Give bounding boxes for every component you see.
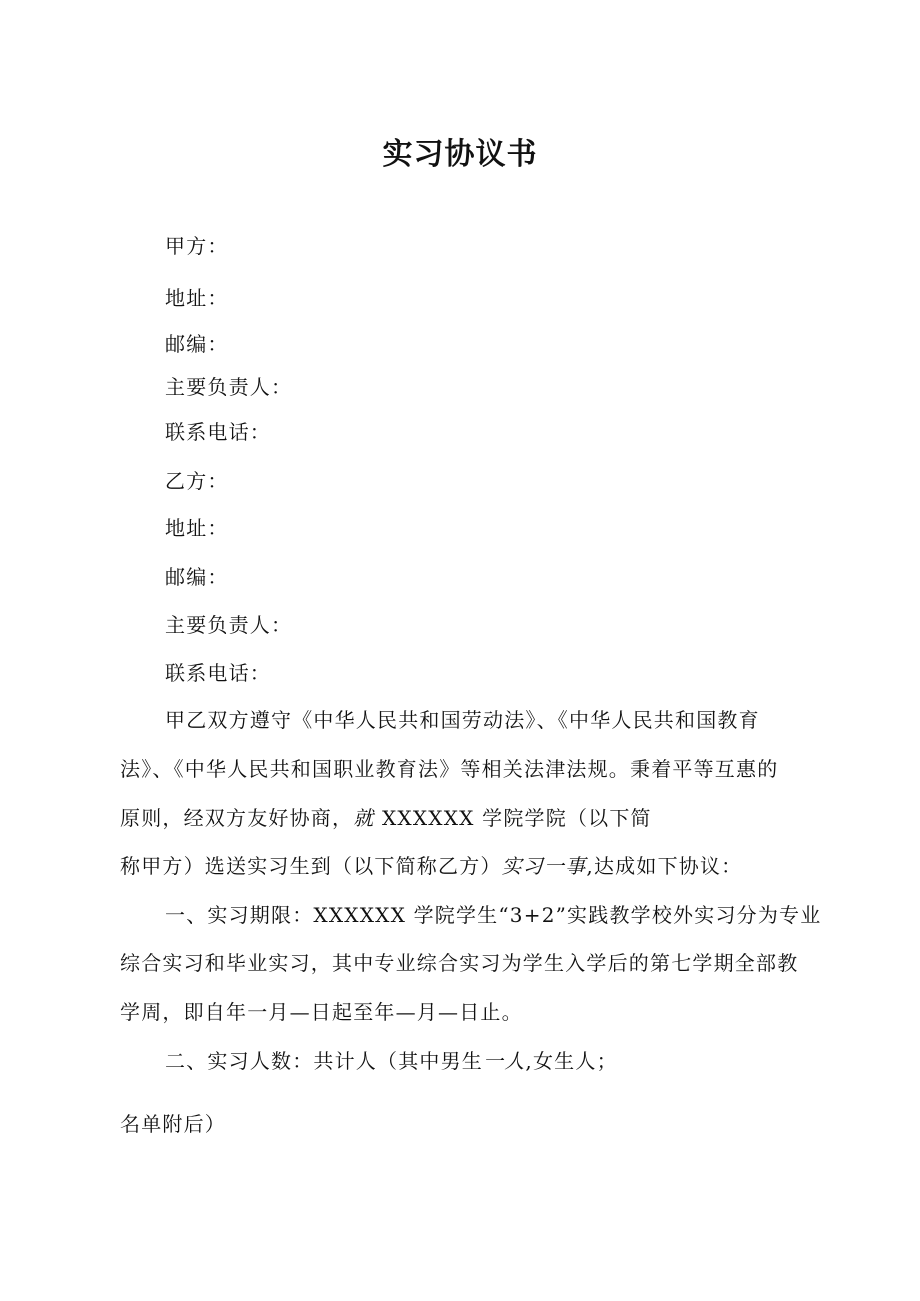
intro-line-4-part-1: 称甲方）选送实习生到（以下简称乙方） <box>120 854 502 878</box>
intro-line-3-part-3: XXXXXX 学院学院（以下简 <box>374 806 652 830</box>
clause-2-line-1-part-1: 二、实习人数：共计人（其中男生 <box>165 1049 483 1073</box>
party-b-address: 地址： <box>165 516 229 540</box>
clause-1-line-3: 学周，即自年一月—日起至年—月—日止。 <box>120 1000 523 1024</box>
clause-2-line-1-part-2: 一人 <box>483 1049 526 1073</box>
clause-2-line-2: 名单附后） <box>120 1112 226 1136</box>
clause-2-line-1 <box>165 1047 618 1075</box>
party-a-phone: 联系电话： <box>165 420 271 444</box>
intro-line-4-part-2: 实习一事 <box>501 854 587 878</box>
intro-line-1: 甲乙双方遵守《中华人民共和国劳动法》、《中华人民共和国教育 <box>165 708 760 732</box>
party-a-principal: 主要负责人： <box>165 375 293 399</box>
party-b-postcode: 邮编： <box>165 565 229 589</box>
intro-line-3 <box>120 804 652 832</box>
party-a-postcode: 邮编： <box>165 332 229 356</box>
intro-line-3-part-2: 就 <box>353 806 375 830</box>
party-b-phone: 联系电话： <box>165 661 271 685</box>
clause-1-line-2: 综合实习和毕业实习，其中专业综合实习为学生入学后的第七学期全部教 <box>120 951 799 975</box>
party-a-label: 甲方： <box>165 234 229 258</box>
party-b-label: 乙方： <box>165 469 229 493</box>
party-b-principal: 主要负责人： <box>165 613 293 637</box>
clause-1-line-1: 一、实习期限：XXXXXX 学院学生“3+2”实践教学校外实习分为专业 <box>165 903 822 927</box>
intro-line-3-part-1: 原则，经双方友好协商， <box>120 806 354 830</box>
intro-line-4 <box>120 852 742 880</box>
document-title: 实习协议书 <box>382 137 538 172</box>
intro-line-2: 法》、《中华人民共和国职业教育法》等相关法津法规。秉着平等互惠的 <box>120 757 779 781</box>
clause-2-line-1-part-3: ,女生人； <box>525 1049 618 1073</box>
intro-line-4-part-3: ,达成如下协议： <box>586 854 743 878</box>
party-a-address: 地址： <box>165 286 229 310</box>
